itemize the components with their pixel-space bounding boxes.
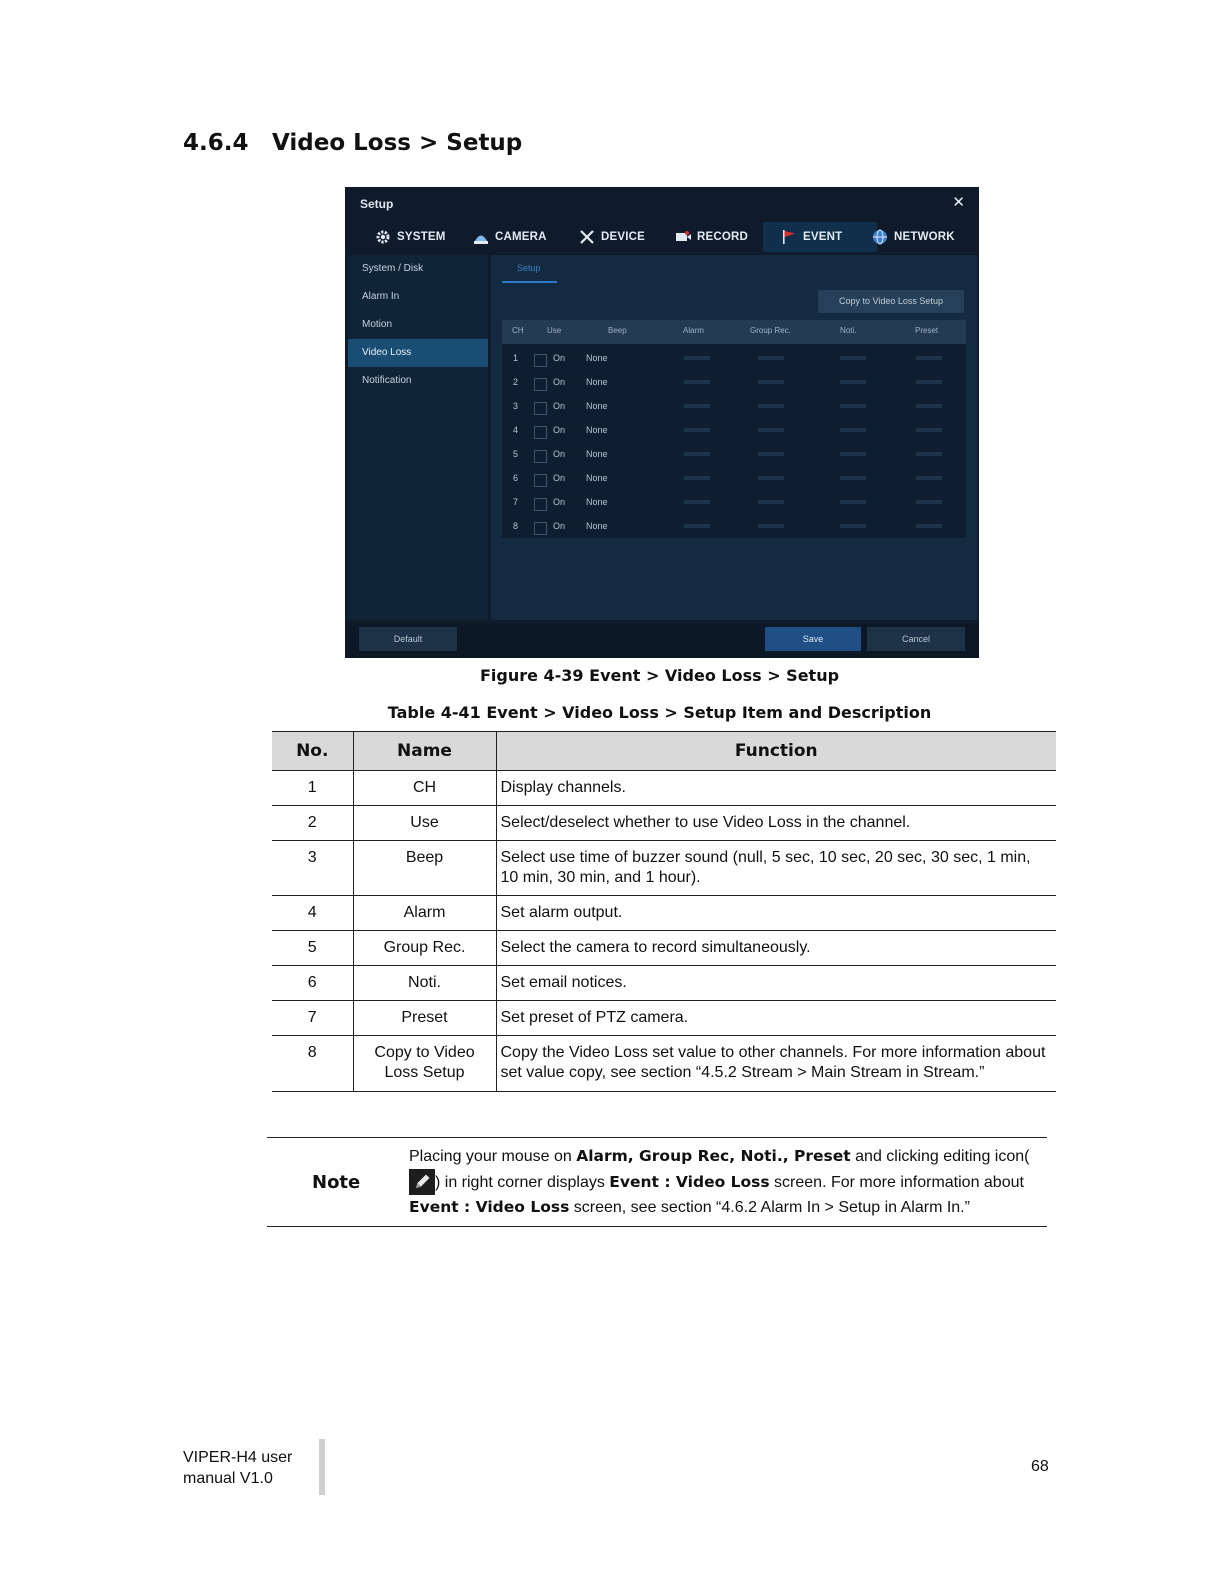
table-row <box>272 1001 1056 1036</box>
grid-header <box>502 320 966 344</box>
col-use: Use <box>547 326 562 335</box>
channel-row <box>502 347 966 371</box>
alarm-cell[interactable] <box>684 452 710 456</box>
alarm-cell[interactable] <box>684 380 710 384</box>
camera-icon <box>473 229 489 245</box>
beep-select[interactable]: None <box>586 449 608 459</box>
table-row <box>272 771 1056 806</box>
window-title: Setup <box>360 197 394 211</box>
use-value: On <box>553 377 566 387</box>
row-no: 3 <box>272 841 353 896</box>
use-value: On <box>553 521 566 531</box>
preset-cell[interactable] <box>916 500 942 504</box>
noti-cell[interactable] <box>840 428 866 432</box>
menu-device[interactable] <box>579 222 645 252</box>
channel-number: 2 <box>513 377 519 387</box>
beep-select[interactable]: None <box>586 425 608 435</box>
tab-underline <box>502 281 557 283</box>
figure-caption: Figure 4-39 Event > Video Loss > Setup <box>479 666 840 685</box>
preset-cell[interactable] <box>916 452 942 456</box>
header-no: No. <box>272 732 353 771</box>
use-checkbox[interactable] <box>534 378 547 391</box>
tools-icon <box>579 229 595 245</box>
beep-select[interactable]: None <box>586 473 608 483</box>
use-checkbox[interactable] <box>534 474 547 487</box>
preset-cell[interactable] <box>916 428 942 432</box>
note-bold-screen: Event : Video Loss <box>609 1173 770 1191</box>
note-text-part: Placing your mouse on <box>409 1148 577 1165</box>
beep-select[interactable]: None <box>586 521 608 531</box>
footer-document-name <box>183 1447 292 1489</box>
col-group-rec: Group Rec. <box>750 326 791 335</box>
preset-cell[interactable] <box>916 524 942 528</box>
sidebar-item-notification[interactable]: Notification <box>362 375 412 386</box>
group-rec-cell[interactable] <box>758 452 784 456</box>
preset-cell[interactable] <box>916 380 942 384</box>
sidebar-item-motion[interactable]: Motion <box>362 319 393 330</box>
group-rec-cell[interactable] <box>758 524 784 528</box>
row-name: CH <box>353 771 496 806</box>
row-function: Set preset of PTZ camera. <box>496 1001 1056 1036</box>
alarm-cell[interactable] <box>684 500 710 504</box>
row-function: Copy the Video Loss set value to other channels. For more information about set value copy, see section “4.5.2 Stream > Main Stream in Stream.” <box>496 1036 1056 1092</box>
beep-select[interactable]: None <box>586 401 608 411</box>
table-row <box>272 1036 1056 1092</box>
noti-cell[interactable] <box>840 356 866 360</box>
noti-cell[interactable] <box>840 500 866 504</box>
alarm-cell[interactable] <box>684 524 710 528</box>
channel-row <box>502 467 966 491</box>
use-checkbox[interactable] <box>534 450 547 463</box>
row-name: Beep <box>353 841 496 896</box>
channel-row <box>502 419 966 443</box>
sidebar-item-alarm-in[interactable]: Alarm In <box>362 291 400 302</box>
note-text <box>409 1144 1049 1220</box>
menu-event[interactable] <box>763 222 877 252</box>
channel-row <box>502 395 966 419</box>
note-top-rule <box>267 1137 1047 1138</box>
row-function: Set email notices. <box>496 966 1056 1001</box>
sidebar <box>348 255 488 620</box>
channel-number: 4 <box>513 425 519 435</box>
section-heading <box>183 130 522 156</box>
menu-camera[interactable] <box>473 222 547 252</box>
channel-row <box>502 371 966 395</box>
use-value: On <box>553 401 566 411</box>
channel-number: 5 <box>513 449 519 459</box>
channel-number: 8 <box>513 521 519 531</box>
row-no: 6 <box>272 966 353 1001</box>
tab-setup[interactable]: Setup <box>517 263 541 273</box>
channel-number: 3 <box>513 401 519 411</box>
row-name: Group Rec. <box>353 931 496 966</box>
channel-number: 1 <box>513 353 519 363</box>
noti-cell[interactable] <box>840 380 866 384</box>
copy-to-video-loss-setup-button[interactable]: Copy to Video Loss Setup <box>818 290 964 313</box>
channel-grid <box>502 320 966 538</box>
col-alarm: Alarm <box>683 326 704 335</box>
col-preset: Preset <box>915 326 939 335</box>
menu-bar <box>345 222 979 252</box>
row-function: Set alarm output. <box>496 896 1056 931</box>
use-checkbox[interactable] <box>534 426 547 439</box>
use-checkbox[interactable] <box>534 354 547 367</box>
table-row <box>272 806 1056 841</box>
use-checkbox[interactable] <box>534 498 547 511</box>
gear-icon <box>375 229 391 245</box>
alarm-cell[interactable] <box>684 356 710 360</box>
noti-cell[interactable] <box>840 404 866 408</box>
footer-divider <box>319 1439 325 1495</box>
row-function: Select use time of buzzer sound (null, 5 sec, 10 sec, 20 sec, 30 sec, 1 min, 10 min, 30 min, and 1 hour). <box>496 841 1056 896</box>
header-name: Name <box>353 732 496 771</box>
use-checkbox[interactable] <box>534 402 547 415</box>
row-no: 2 <box>272 806 353 841</box>
use-value: On <box>553 497 566 507</box>
sidebar-item-system-disk[interactable]: System / Disk <box>362 263 424 274</box>
alarm-cell[interactable] <box>684 404 710 408</box>
group-rec-cell[interactable] <box>758 428 784 432</box>
group-rec-cell[interactable] <box>758 356 784 360</box>
row-name: Noti. <box>353 966 496 1001</box>
group-rec-cell[interactable] <box>758 500 784 504</box>
col-ch: CH <box>512 326 524 335</box>
table-row <box>272 966 1056 1001</box>
globe-icon <box>872 229 888 245</box>
row-name: Preset <box>353 1001 496 1036</box>
menu-network-label: NETWORK <box>894 231 955 243</box>
row-no: 4 <box>272 896 353 931</box>
row-name: Alarm <box>353 896 496 931</box>
header-function: Function <box>496 732 1056 771</box>
note-label: Note <box>312 1172 361 1193</box>
row-function: Display channels. <box>496 771 1056 806</box>
row-no: 8 <box>272 1036 353 1092</box>
beep-select[interactable]: None <box>586 377 608 387</box>
row-name: Copy to Video Loss Setup <box>353 1036 496 1092</box>
menu-record[interactable] <box>675 222 748 252</box>
use-value: On <box>553 425 566 435</box>
note-text-part: ) in right corner displays <box>435 1174 610 1191</box>
alarm-cell[interactable] <box>684 476 710 480</box>
menu-event-label: EVENT <box>803 231 843 243</box>
table-caption: Table 4-41 Event > Video Loss > Setup Item and Description <box>387 703 932 722</box>
menu-network[interactable] <box>872 222 955 252</box>
row-no: 1 <box>272 771 353 806</box>
footer-line-2: manual V1.0 <box>183 1470 273 1487</box>
page-number: 68 <box>1031 1458 1049 1475</box>
beep-select[interactable]: None <box>586 353 608 363</box>
row-function: Select the camera to record simultaneously. <box>496 931 1056 966</box>
noti-cell[interactable] <box>840 476 866 480</box>
note-text-part: and clicking editing icon( <box>850 1148 1030 1165</box>
close-icon[interactable]: ✕ <box>952 194 965 211</box>
pencil-icon <box>409 1169 435 1195</box>
menu-camera-label: CAMERA <box>495 231 547 243</box>
table-row <box>272 931 1056 966</box>
note-bold-fields: Alarm, Group Rec, Noti., Preset <box>576 1147 851 1165</box>
noti-cell[interactable] <box>840 524 866 528</box>
row-name: Use <box>353 806 496 841</box>
sidebar-item-video-loss[interactable]: Video Loss <box>348 339 488 367</box>
record-icon <box>675 229 691 245</box>
save-button[interactable]: Save <box>765 627 861 651</box>
row-no: 7 <box>272 1001 353 1036</box>
menu-record-label: RECORD <box>697 231 749 243</box>
section-number: 4.6.4 <box>183 130 249 156</box>
group-rec-cell[interactable] <box>758 476 784 480</box>
preset-cell[interactable] <box>916 356 942 360</box>
row-function: Select/deselect whether to use Video Loss in the channel. <box>496 806 1056 841</box>
group-rec-cell[interactable] <box>758 404 784 408</box>
use-value: On <box>553 449 566 459</box>
menu-system-label: SYSTEM <box>397 231 446 243</box>
footer-line-1: VIPER-H4 user <box>183 1449 293 1466</box>
item-description-table <box>272 731 1056 1092</box>
flag-icon <box>781 229 797 245</box>
default-button[interactable]: Default <box>359 627 457 651</box>
menu-device-label: DEVICE <box>601 231 646 243</box>
noti-cell[interactable] <box>840 452 866 456</box>
table-header-row <box>272 732 1056 771</box>
beep-select[interactable]: None <box>586 497 608 507</box>
channel-number: 6 <box>513 473 519 483</box>
preset-cell[interactable] <box>916 476 942 480</box>
cancel-button[interactable]: Cancel <box>867 627 965 651</box>
channel-row <box>502 443 966 467</box>
use-value: On <box>553 353 566 363</box>
alarm-cell[interactable] <box>684 428 710 432</box>
col-beep: Beep <box>608 326 627 335</box>
col-noti: Noti. <box>840 326 857 335</box>
row-no: 5 <box>272 931 353 966</box>
menu-system[interactable] <box>375 222 446 252</box>
setup-window-screenshot <box>345 187 979 658</box>
channel-number: 7 <box>513 497 519 507</box>
preset-cell[interactable] <box>916 404 942 408</box>
group-rec-cell[interactable] <box>758 380 784 384</box>
channel-row <box>502 491 966 515</box>
note-bold-screen: Event : Video Loss <box>409 1198 570 1216</box>
table-row <box>272 896 1056 931</box>
channel-row <box>502 515 966 539</box>
note-bottom-rule <box>267 1226 1047 1227</box>
note-text-part: screen, see section “4.6.2 Alarm In > Setup in Alarm In.” <box>569 1199 970 1216</box>
use-checkbox[interactable] <box>534 522 547 535</box>
section-title: Video Loss > Setup <box>272 130 523 156</box>
use-value: On <box>553 473 566 483</box>
table-row <box>272 841 1056 896</box>
note-text-part: screen. For more information about <box>769 1174 1024 1191</box>
